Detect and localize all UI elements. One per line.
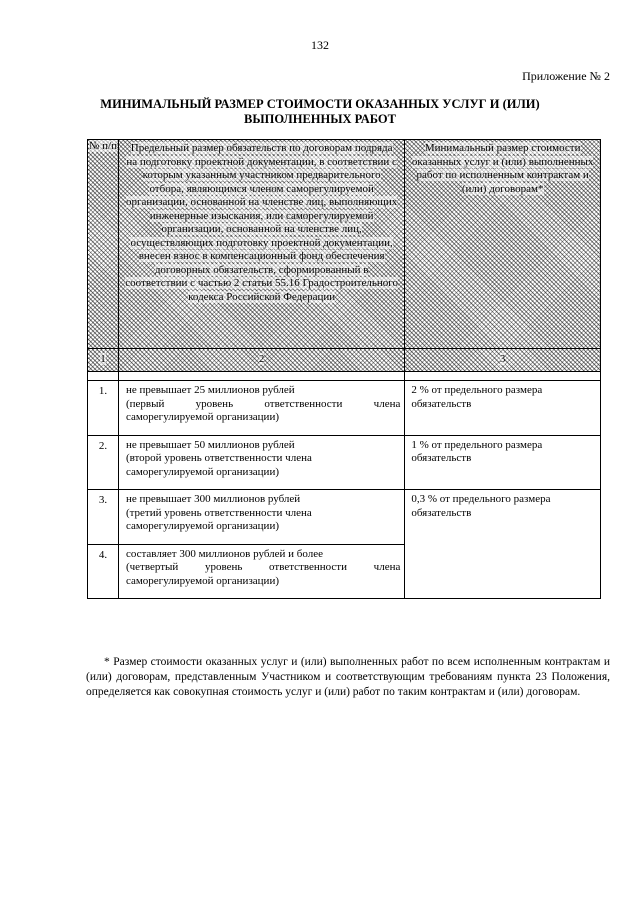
header-min-cost: Минимальный размер стоимости оказанных услуг и (или) выполненных работ по исполненным контрактам и (или) договорам* <box>405 140 601 349</box>
requirements-table <box>87 139 601 599</box>
appendix-label: Приложение № 2 <box>522 69 610 83</box>
index-cell: 2 <box>118 349 404 372</box>
obligation-limit-cell <box>118 435 404 490</box>
limit-amount: не превышает 25 миллионов рублей <box>125 384 295 396</box>
limit-level-cont: саморегулируемой организации) <box>125 520 279 532</box>
obligation-limit-cell <box>118 490 404 545</box>
obligation-limit-cell <box>118 544 404 599</box>
table-row <box>88 490 601 545</box>
limit-level: (второй уровень ответственности члена <box>125 452 312 464</box>
table-row <box>88 381 601 436</box>
limit-amount: не превышает 50 миллионов рублей <box>125 438 295 451</box>
row-number: 2. <box>88 435 119 490</box>
table-spacer-row <box>88 372 601 381</box>
limit-level-cont: саморегулируемой организации) <box>125 574 279 587</box>
limit-amount: составляет 300 миллионов рублей и более <box>125 547 324 560</box>
limit-amount: не превышает 300 миллионов рублей <box>125 493 301 505</box>
header-obligation-limit: Предельный размер обязательств по договорам подряда на подготовку проектной документации, в соответствии с которым указанным участником предварительного отбора, являющимся членом саморегулируемой организации, основанной на членстве лиц, выполняющих инженерные изыскания, или саморегулируемой организации, основанной на членстве лиц, осуществляющих подготовку проектной документации, внесен взнос в компенсационный фонд обеспечения договорных обязательств, сформированный в соответствии с частью 2 статьи 55.16 Градостроительного кодекса Российской Федерации <box>118 140 404 349</box>
limit-level-cont: саморегулируемой организации) <box>125 411 279 423</box>
footnote: * Размер стоимости оказанных услуг и (или) выполненных работ по всем исполненным контрактам и (или) договорам, представленным Участником и соответствующим требованиям пункта 23 Положения, определяется как совокупная стоимость услуг и (или) работ по таким контрактам и (или) договорам. <box>86 656 610 698</box>
table-header-row <box>88 140 601 349</box>
limit-level: (первый уровень ответственности члена <box>125 397 401 410</box>
index-cell: 3 <box>405 349 601 372</box>
row-number: 4. <box>88 544 119 599</box>
table-row <box>88 435 601 490</box>
index-cell: 1 <box>88 349 119 372</box>
min-cost-cell: 0,3 % от предельного размера обязательств <box>405 490 601 599</box>
document-title: МИНИМАЛЬНЫЙ РАЗМЕР СТОИМОСТИ ОКАЗАННЫХ УСЛУГ И (ИЛИ) ВЫПОЛНЕННЫХ РАБОТ <box>100 97 540 126</box>
min-cost-cell: 2 % от предельного размера обязательств <box>405 381 601 436</box>
row-number: 3. <box>88 490 119 545</box>
limit-level: (третий уровень ответственности члена <box>125 506 312 519</box>
row-number: 1. <box>88 381 119 436</box>
table-index-row <box>88 349 601 372</box>
limit-level-cont: саморегулируемой организации) <box>125 465 279 478</box>
page-number: 132 <box>311 38 329 52</box>
header-number: № п/п <box>88 140 119 349</box>
min-cost-cell: 1 % от предельного размера обязательств <box>405 435 601 490</box>
limit-level: (четвертый уровень ответственности члена <box>125 561 401 573</box>
obligation-limit-cell <box>118 381 404 436</box>
